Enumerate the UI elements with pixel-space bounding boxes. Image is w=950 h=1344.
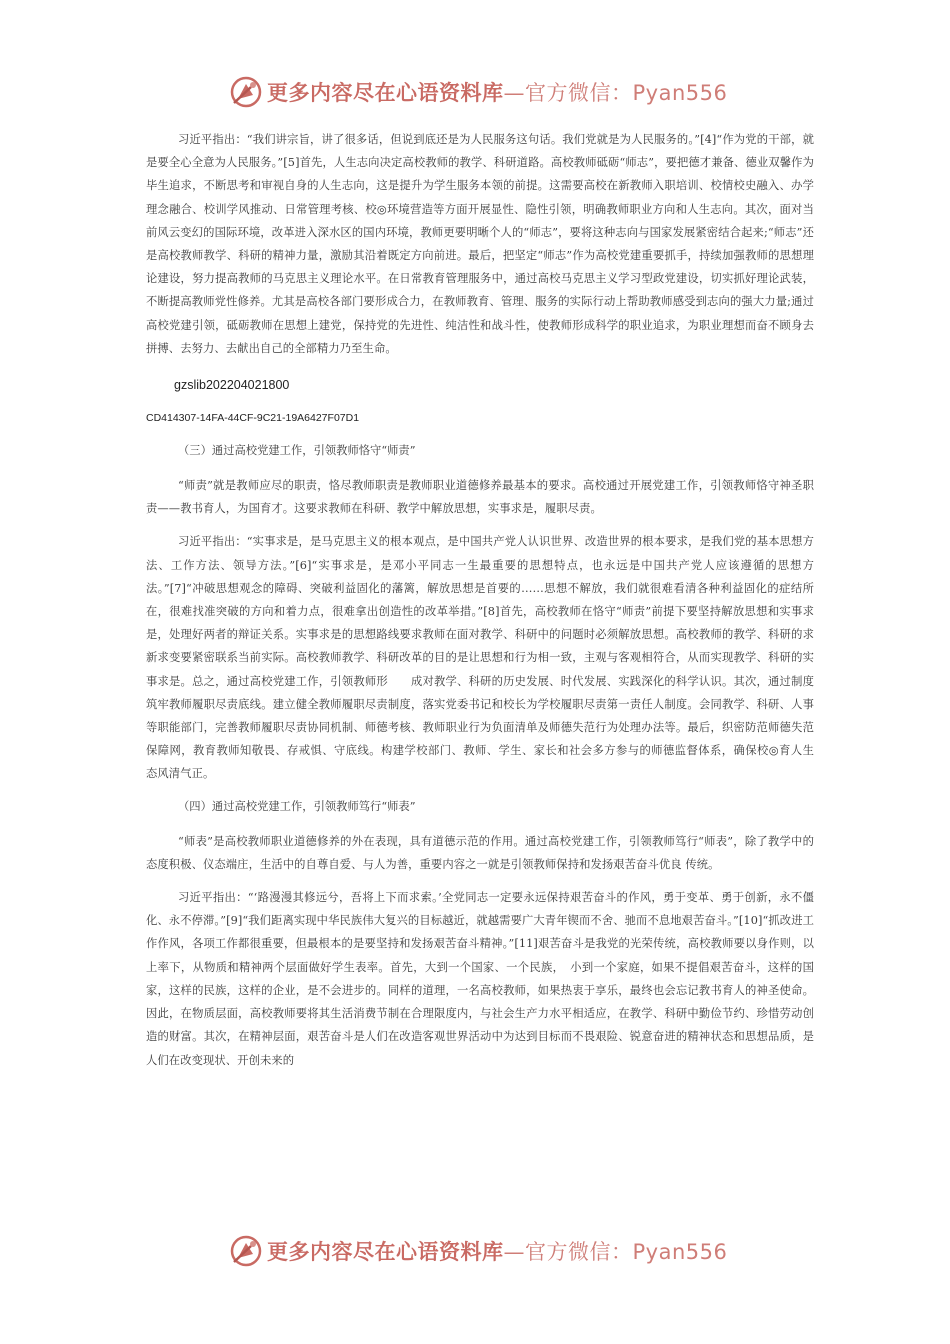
banner-contact-label: 官方微信：: [525, 81, 633, 105]
header-banner: [0, 72, 950, 112]
banner-text: [267, 77, 727, 107]
footer-banner: [0, 1231, 950, 1271]
brand-logo-icon: [229, 1234, 263, 1268]
banner-content: [229, 72, 727, 112]
footer-contact-id: Pyan556: [632, 1240, 728, 1264]
footer-dash: —: [503, 1240, 525, 1264]
banner-dash: —: [503, 81, 525, 105]
paragraph-teacher-aspiration: 习近平指出：“我们讲宗旨，讲了很多话，但说到底还是为人民服务这句话。我们党就是为人民服务的。”[4]“作为党的干部，就是要全心全意为人民服务。”[5]首先，人生志向决定高校教师的教学、科研道路。高校教师砥砺“师志”，要把德才兼备、德业双馨作为毕生追求，不断思考和审视自身的人生志向，这是提升为学生服务本领的前提。这需要高校在新教师入职培训、校情校史融入、办学理念融合、校训学风推动、日常管理考核、校◎环境营造等方面开展显性、隐性引领，明确教师职业方向和人生志向。其次，面对当前风云变幻的国际环境，改革进入深水区的国内环境，教师更要明晰个人的“师志”，要将这种志向与国家发展紧密结合起来;“师志”还是高校教师教学、科研的精神力量，激励其沿着既定方向前进。最后，把坚定“师志”作为高校党建重要抓手，持续加强教师的思想理论建设，努力提高教师的马克思主义理论水平。在日常教育管理服务中，通过高校马克思主义学习型政党建设，切实抓好理论武装，不断提高教师党性修养。尤其是高校各部门要形成合力，在教师教育、管理、服务的实际行动上帮助教师感受到志向的强大力量;通过高校党建引领，砥砺教师在思想上建党，保持党的先进性、纯洁性和战斗性，使教师形成科学的职业追求，为职业理想而奋不顾身去拼搏、去努力、去献出自己的全部精力乃至生命。: [146, 133, 814, 355]
banner-brand: 更多内容尽在心语资料库: [267, 81, 504, 105]
doc-code-id: gzslib202204021800: [174, 378, 290, 393]
footer-contact-label: 官方微信：: [525, 1240, 633, 1264]
section-heading-4: （四）通过高校党建工作，引领教师笃行“师表”: [178, 799, 416, 813]
brand-logo-icon: [229, 75, 263, 109]
footer-brand: 更多内容尽在心语资料库: [267, 1240, 504, 1264]
document-body: [146, 128, 837, 1082]
paragraph-teacher-duty: “师责”就是教师应尽的职责，恪尽教师职责是教师职业道德修养最基本的要求。高校通过开展党建工作，引领教师恪守神圣职责——教书育人，为国育才。这要求教师在科研、教学中解放思想，实事求是，履职尽责。: [146, 479, 814, 516]
paragraph-teacher-example: “师表”是高校教师职业道德修养的外在表现，具有道德示范的作用。通过高校党建工作，引领教师笃行“师表”，除了教学中的态度积极、仪态端庄，生活中的自尊自爱、与人为善，重要内容之一就是引领教师保持和发扬艰苦奋斗优良 传统。: [146, 834, 814, 871]
doc-guid: CD414307-14FA-44CF-9C21-19A6427F07D1: [146, 412, 360, 425]
section-heading-3: （三）通过高校党建工作，引领教师恪守“师责”: [178, 444, 416, 458]
banner-contact-id: Pyan556: [632, 81, 728, 105]
footer-banner-text: [267, 1236, 727, 1266]
paragraph-hard-work: 习近平指出：“‘路漫漫其修远兮，吾将上下而求索。’全党同志一定要永远保持艰苦奋斗的作风，勇于变革、勇于创新，永不僵化、永不停滞。”[9]“我们距离实现中华民族伟大复兴的目标越近，就越需要广大青年锲而不舍、驰而不息地艰苦奋斗。”[10]“抓改进工作作风，各项工作都很重要，但最根本的是要坚持和发扬艰苦奋斗精神。”[11]艰苦奋斗是我党的光荣传统，高校教师要以身作则，以上率下，从物质和精神两个层面做好学生表率。首先，大到一个国家、一个民族， 小到一个家庭，如果不提倡艰苦奋斗，这样的国家，这样的民族，这样的企业，是不会进步的。同样的道理，一名高校教师，如果热衷于享乐，最终也会忘记教书育人的神圣使命。因此，在物质层面，高校教师要将其生活消费节制在合理限度内，与社会生产力水平相适应，在教学、科研中勤俭节约、珍惜劳动创造的财富。其次，在精神层面，艰苦奋斗是人们在改造客观世界活动中为达到目标而不畏艰险、锐意奋进的精神状态和思想品质，是人们在改变现状、开创未来的: [146, 891, 814, 1067]
paragraph-seek-truth: 习近平指出：“实事求是，是马克思主义的根本观点，是中国共产党人认识世界、改造世界的根本要求，是我们党的基本思想方法、工作方法、领导方法。”[6]“实事求是，是邓小平同志一生最重要的思想特点，也永远是中国共产党人应该遵循的思想方法。”[7]“冲破思想观念的障碍、突破利益固化的藩篱，解放思想是首要的……思想不解放，我们就很难看清各种利益固化的症结所在，很难找准突破的方向和着力点，很难拿出创造性的改革举措。”[8]首先，高校教师在恪守“师责”前提下要坚持解放思想和实事求是，处理好两者的辩证关系。实事求是的思想路线要求教师在面对教学、科研中的问题时必须解放思想。高校教师的教学、科研的求新求变要紧密联系当前实际。高校教师教学、科研改革的目的是让思想和行为相一致，主观与客观相符合，从而实现教学、科研的实事求是。总之，通过高校党建工作，引领教师形 成对教学、科研的历史发展、时代发展、实践深化的科学认识。其次，通过制度筑牢教师履职尽责底线。建立健全教师履职尽责制度，落实党委书记和校长为学校履职尽责第一责任人制度。会同教学、科研、人事等职能部门，完善教师履职尽责协同机制、师德考核、教师职业行为负面清单及师德失范行为处理办法等。最后，织密防范师德失范保障网，教育教师知敬畏、存戒惧、守底线。构建学校部门、教师、学生、家长和社会多方参与的师德监督体系，确保校◎育人生 态风清气正。: [146, 535, 837, 781]
footer-banner-content: [229, 1231, 727, 1271]
